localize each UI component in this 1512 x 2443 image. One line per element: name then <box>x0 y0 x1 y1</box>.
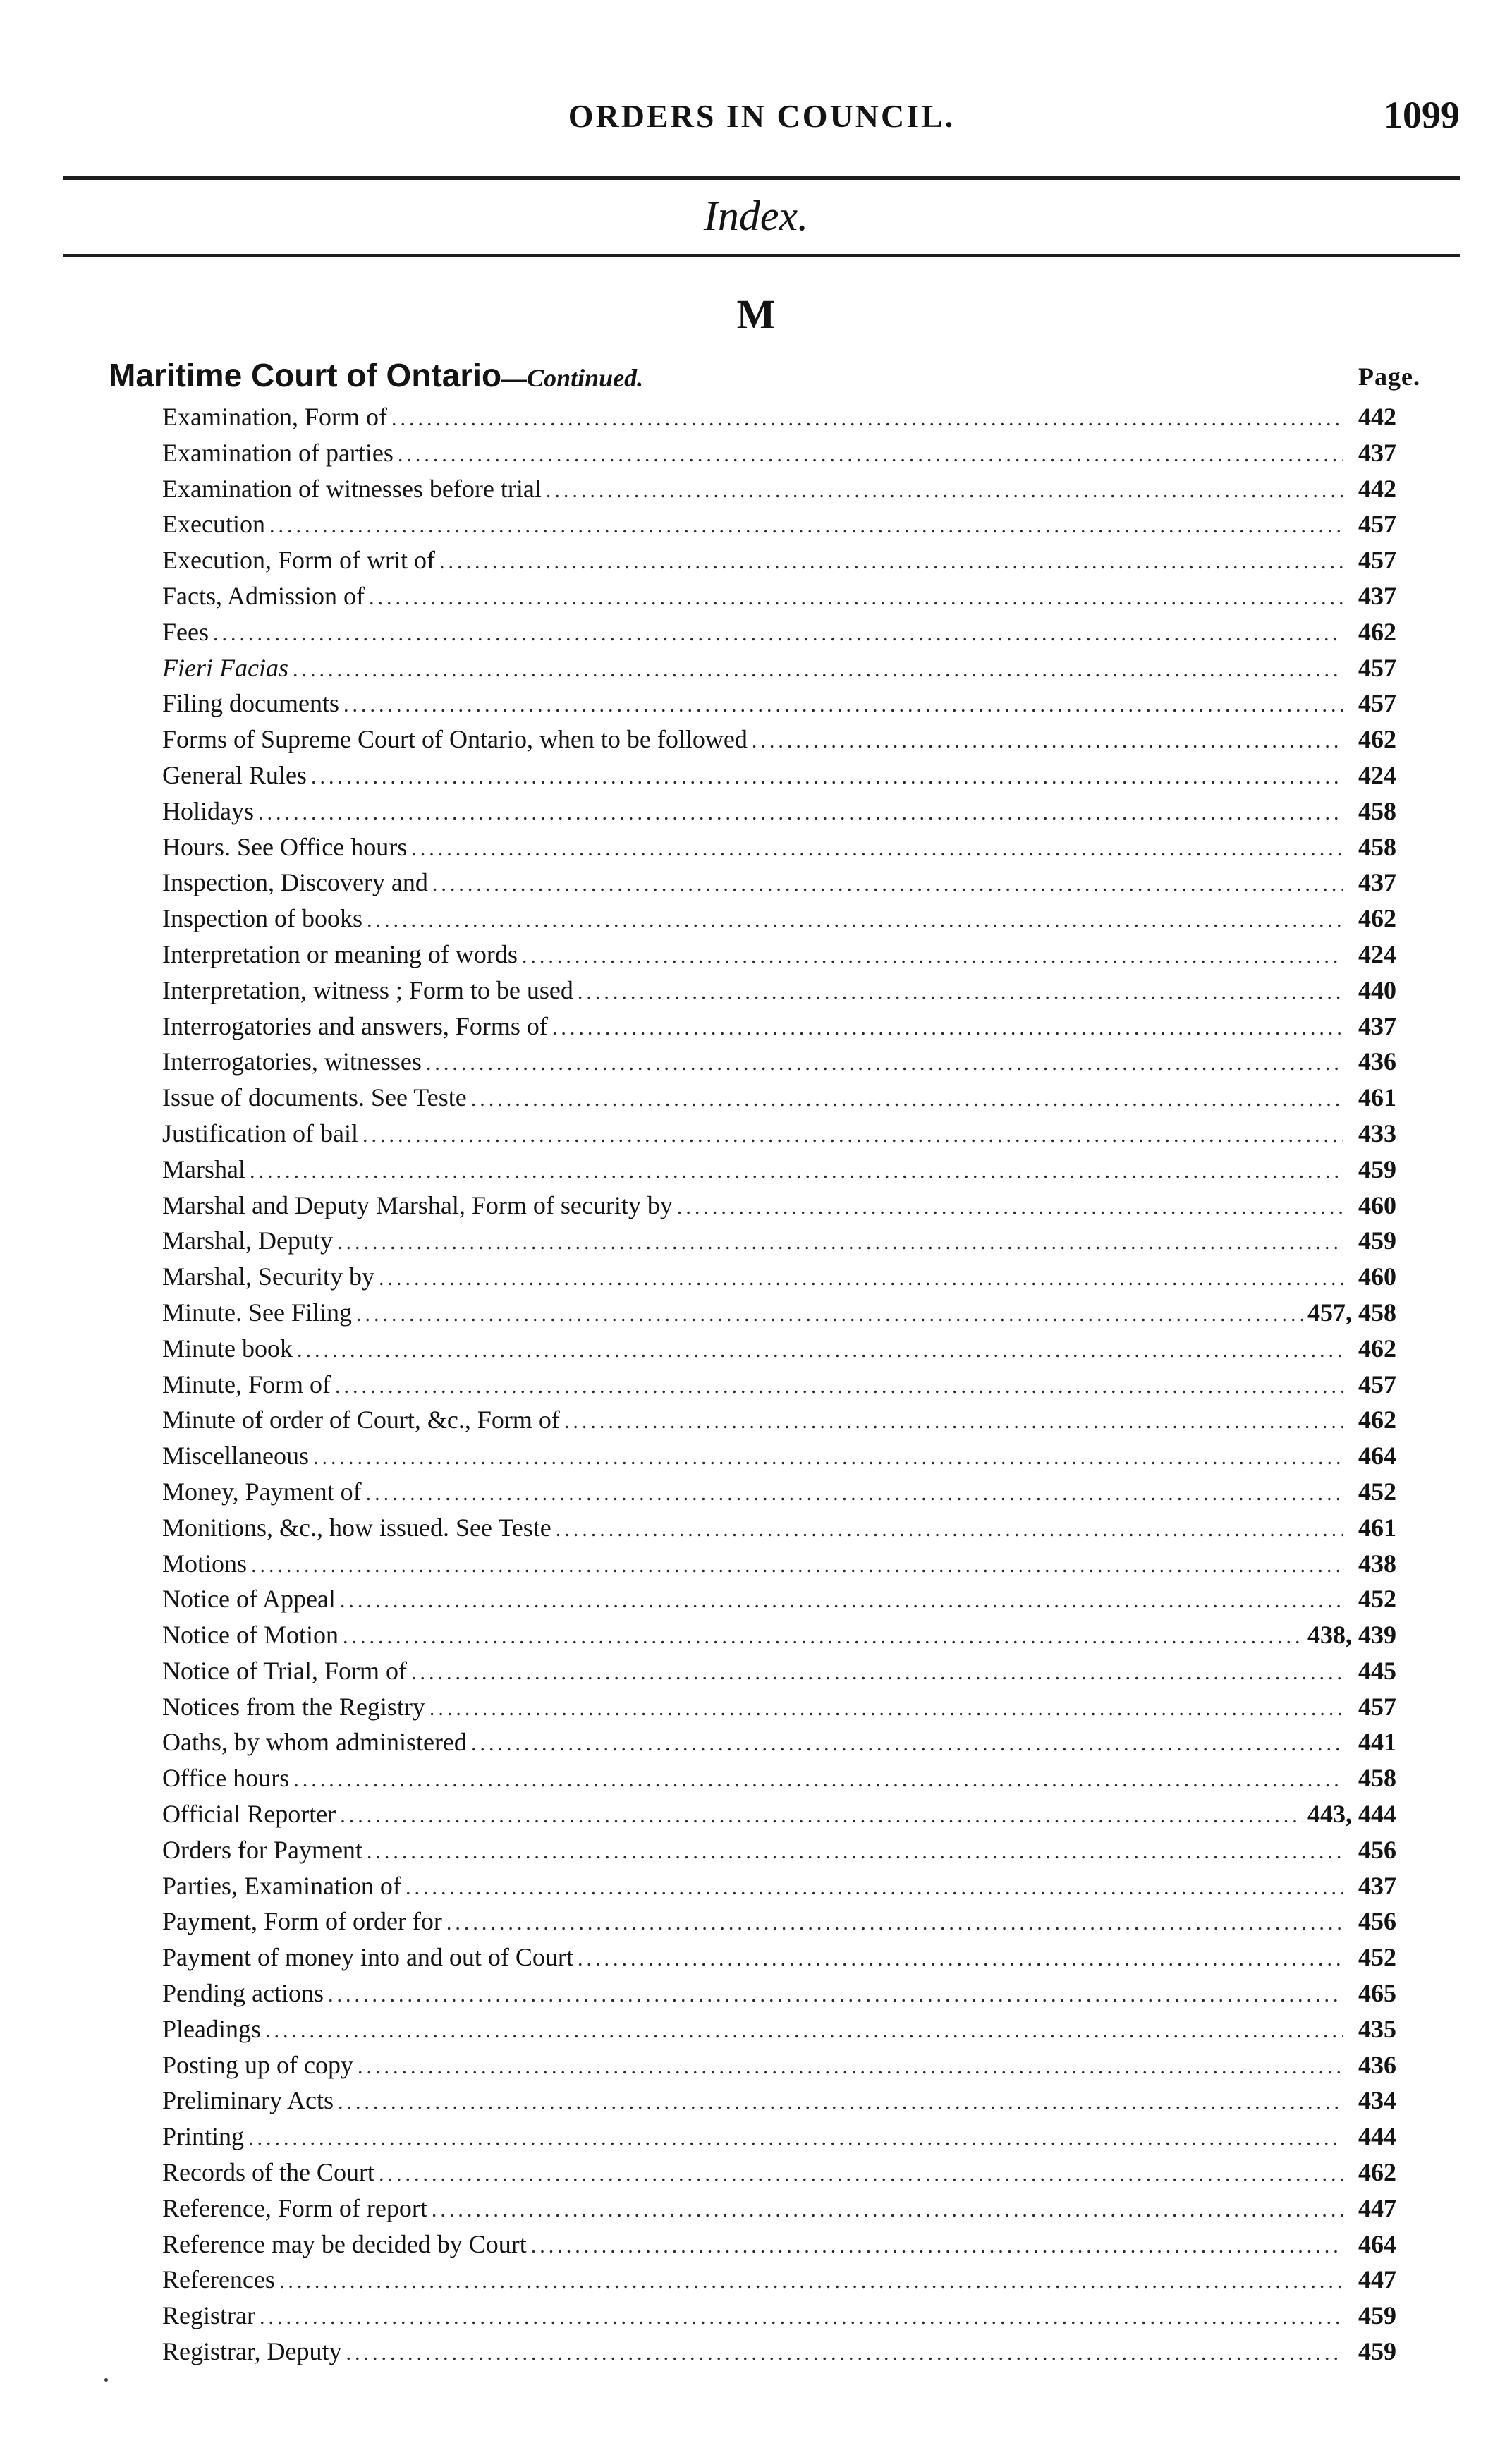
entry-text: Interrogatories, witnesses <box>162 1047 422 1076</box>
entry-page: 445 <box>1358 1656 1396 1685</box>
section-title: Maritime Court of Ontario <box>109 357 502 394</box>
entry-page: 458 <box>1358 796 1396 825</box>
entry-page: 462 <box>1358 904 1396 933</box>
entry-text: Minute book <box>162 1334 293 1363</box>
index-entry <box>162 1259 1396 1295</box>
entry-text: Records of the Court <box>162 2158 374 2187</box>
index-entry <box>162 2262 1396 2298</box>
index-entry <box>162 1438 1396 1474</box>
dot-leader <box>546 473 1343 509</box>
entry-text: Forms of Supreme Court of Ontario, when to be followed <box>162 725 748 754</box>
entry-text: Marshal, Deputy <box>162 1226 333 1255</box>
dot-leader <box>358 2049 1343 2085</box>
dot-leader <box>340 1798 1303 1834</box>
dot-leader <box>343 688 1343 724</box>
entry-page: 462 <box>1358 2158 1396 2187</box>
index-entry <box>162 542 1396 578</box>
entry-page: 452 <box>1358 1477 1396 1506</box>
dot-leader <box>293 1762 1343 1798</box>
entry-text: Payment of money into and out of Court <box>162 1943 573 1972</box>
index-entry <box>162 1510 1396 1546</box>
page-number: 1099 <box>1384 94 1460 136</box>
entry-text: Minute. See Filing <box>162 1298 352 1327</box>
entry-text: Office hours <box>162 1764 290 1793</box>
entry-page: 459 <box>1358 2301 1396 2330</box>
index-entry <box>162 1581 1396 1617</box>
running-head <box>63 90 1460 147</box>
index-entry <box>162 1474 1396 1510</box>
entry-text: Fieri Facias <box>162 653 288 682</box>
dot-leader <box>269 508 1343 544</box>
entry-text: Oaths, by whom administered <box>162 1728 467 1757</box>
index-entry <box>162 2011 1396 2047</box>
entry-text: Issue of documents. See Teste <box>162 1083 467 1112</box>
index-entry <box>162 1188 1396 1224</box>
entry-text: Execution, Form of writ of <box>162 546 435 575</box>
entry-text: Notice of Motion <box>162 1621 339 1650</box>
index-entry <box>162 973 1396 1009</box>
entry-text: Interpretation or meaning of words <box>162 939 518 968</box>
dot-leader <box>564 1404 1343 1440</box>
entry-text: Orders for Payment <box>162 1835 362 1864</box>
entry-page: 462 <box>1358 617 1396 646</box>
entry-text: Monitions, &c., how issued. See Teste <box>162 1513 551 1542</box>
index-entry <box>162 757 1396 793</box>
entry-text: Motions <box>162 1549 248 1578</box>
dot-leader <box>398 437 1343 473</box>
entry-page: 424 <box>1358 760 1396 789</box>
entry-text: Fees <box>162 617 209 646</box>
running-title: ORDERS IN COUNCIL. <box>568 98 956 134</box>
entry-page: 462 <box>1358 725 1396 754</box>
entry-text: Reference, Form of report <box>162 2193 427 2222</box>
index-entry <box>162 793 1396 829</box>
index-entry <box>162 1367 1396 1403</box>
entry-page: 462 <box>1358 1334 1396 1363</box>
entry-text: Notice of Appeal <box>162 1585 336 1614</box>
entry-page: 462 <box>1358 1406 1396 1434</box>
entry-page: 465 <box>1358 1979 1396 2008</box>
entry-page: 457, 458 <box>1307 1298 1396 1327</box>
dot-leader <box>346 2336 1343 2372</box>
entry-text: Filing documents <box>162 689 339 718</box>
entry-page: 437 <box>1358 1871 1396 1900</box>
entry-text: Minute, Form of <box>162 1370 331 1399</box>
index-entry <box>162 435 1396 471</box>
entry-page: 452 <box>1358 1943 1396 1972</box>
entry-text: Interpretation, witness ; Form to be used <box>162 975 573 1004</box>
index-entry <box>162 721 1396 757</box>
index-entry <box>162 1689 1396 1725</box>
entry-page: 447 <box>1358 2265 1396 2294</box>
entry-text: Registrar, Deputy <box>162 2337 342 2366</box>
index-entry <box>162 1653 1396 1689</box>
index-entry <box>162 2334 1396 2370</box>
index-entry <box>162 686 1396 721</box>
index-entry <box>162 829 1396 865</box>
index-entry <box>162 399 1396 435</box>
dot-leader <box>446 1906 1343 1942</box>
dot-leader <box>343 1619 1303 1655</box>
index-entry <box>162 578 1396 614</box>
entry-page: 457 <box>1358 1370 1396 1399</box>
dot-leader <box>552 1011 1343 1047</box>
entry-text: Execution <box>162 510 265 539</box>
entry-text: Marshal and Deputy Marshal, Form of security by <box>162 1190 673 1219</box>
dot-leader <box>426 1046 1343 1082</box>
dot-leader <box>337 1225 1343 1261</box>
entry-page: 438, 439 <box>1307 1621 1396 1650</box>
entry-text: Inspection of books <box>162 904 362 933</box>
entry-text: Notices from the Registry <box>162 1692 425 1721</box>
index-entry <box>162 865 1396 901</box>
dot-leader <box>471 1726 1343 1762</box>
entry-text: Money, Payment of <box>162 1477 362 1506</box>
dot-leader <box>677 1190 1343 1226</box>
header-rule-bottom <box>63 254 1460 257</box>
entry-page: 457 <box>1358 689 1396 718</box>
entry-text: Pending actions <box>162 1979 324 2008</box>
entry-page: 434 <box>1358 2086 1396 2115</box>
dot-leader <box>265 2014 1343 2049</box>
index-entry <box>162 937 1396 973</box>
dot-leader <box>328 1978 1343 2014</box>
entry-text: Notice of Trial, Form of <box>162 1656 407 1685</box>
index-entry <box>162 1223 1396 1259</box>
entry-page: 452 <box>1358 1585 1396 1614</box>
entry-page: 464 <box>1358 2229 1396 2258</box>
index-entries <box>162 399 1396 2370</box>
dot-leader <box>578 1942 1343 1978</box>
entry-page: 464 <box>1358 1442 1396 1470</box>
index-entry <box>162 2298 1396 2334</box>
index-entry <box>162 1617 1396 1653</box>
entry-page: 460 <box>1358 1262 1396 1291</box>
index-entry <box>162 2047 1396 2083</box>
dot-leader <box>411 1655 1343 1691</box>
index-entry <box>162 1009 1396 1044</box>
section-continued: —Continued. <box>501 364 644 392</box>
entry-page: 459 <box>1358 1155 1396 1183</box>
dot-leader <box>556 1512 1343 1548</box>
dot-leader <box>439 544 1343 580</box>
dot-leader <box>367 1834 1343 1870</box>
entry-page: 458 <box>1358 832 1396 861</box>
entry-page: 435 <box>1358 2014 1396 2043</box>
dot-leader <box>366 1476 1343 1512</box>
dot-leader <box>250 1154 1343 1190</box>
dot-leader <box>335 1369 1343 1405</box>
entry-page: 437 <box>1358 438 1396 467</box>
entry-text: Minute of order of Court, &c., Form of <box>162 1406 560 1434</box>
dot-leader <box>411 831 1343 867</box>
entry-text: Examination of witnesses before trial <box>162 474 542 503</box>
entry-text: Interrogatories and answers, Forms of <box>162 1011 548 1040</box>
dot-leader <box>379 1261 1343 1297</box>
entry-text: Justification of bail <box>162 1119 358 1147</box>
index-entry <box>162 1760 1396 1796</box>
dot-leader <box>406 1870 1343 1906</box>
entry-page: 444 <box>1358 2122 1396 2151</box>
entry-text: Inspection, Discovery and <box>162 868 428 897</box>
section-heading <box>109 356 1420 398</box>
dot-leader <box>531 2229 1343 2265</box>
index-entry <box>162 1903 1396 1939</box>
dot-leader <box>362 1118 1343 1154</box>
dot-leader <box>752 724 1343 760</box>
entry-page: 457 <box>1358 510 1396 539</box>
dot-leader <box>258 796 1343 831</box>
entry-page: 438 <box>1358 1549 1396 1578</box>
entry-page: 447 <box>1358 2193 1396 2222</box>
entry-text: Posting up of copy <box>162 2050 354 2079</box>
index-entry <box>162 1939 1396 1975</box>
entry-page: 458 <box>1358 1764 1396 1793</box>
entry-page: 456 <box>1358 1835 1396 1864</box>
dot-leader <box>369 580 1343 616</box>
dot-leader <box>578 975 1343 1011</box>
index-entry <box>162 1546 1396 1582</box>
stray-ink-mark <box>104 2378 108 2382</box>
dot-leader <box>338 2085 1343 2121</box>
dot-leader <box>522 939 1343 975</box>
entry-text: References <box>162 2265 275 2294</box>
entry-text: Miscellaneous <box>162 1442 309 1470</box>
index-entry <box>162 1402 1396 1438</box>
dot-leader <box>279 2264 1343 2300</box>
index-entry <box>162 1152 1396 1188</box>
entry-page: 457 <box>1358 653 1396 682</box>
dot-leader <box>251 1548 1343 1584</box>
dot-leader <box>313 1440 1343 1476</box>
entry-text: Holidays <box>162 796 254 825</box>
entry-text: Parties, Examination of <box>162 1871 401 1900</box>
entry-page: 461 <box>1358 1513 1396 1542</box>
entry-page: 437 <box>1358 868 1396 897</box>
entry-text: Marshal, Security by <box>162 1262 374 1291</box>
entry-text: Printing <box>162 2122 245 2151</box>
dot-leader <box>297 1333 1343 1369</box>
entry-text: Marshal <box>162 1155 245 1183</box>
dot-leader <box>213 616 1343 652</box>
index-entry <box>162 1080 1396 1116</box>
index-entry <box>162 1331 1396 1367</box>
index-entry <box>162 650 1396 686</box>
index-entry <box>162 1832 1396 1868</box>
index-entry <box>162 1116 1396 1152</box>
entry-page: 440 <box>1358 975 1396 1004</box>
entry-text: General Rules <box>162 760 307 789</box>
entry-page: 436 <box>1358 1047 1396 1076</box>
index-entry <box>162 1295 1396 1331</box>
entry-page: 456 <box>1358 1907 1396 1936</box>
entry-text: Registrar <box>162 2301 255 2330</box>
entry-page: 442 <box>1358 403 1396 431</box>
index-entry <box>162 2155 1396 2191</box>
index-entry <box>162 901 1396 937</box>
dot-leader <box>311 760 1343 796</box>
index-entry <box>162 2191 1396 2226</box>
page-column-heading: Page. <box>1358 363 1420 391</box>
entry-text: Facts, Admission of <box>162 581 365 610</box>
entry-page: 457 <box>1358 546 1396 575</box>
index-entry <box>162 506 1396 542</box>
index-entry <box>162 1868 1396 1904</box>
entry-text: Hours. See Office hours <box>162 832 408 861</box>
entry-text: Examination of parties <box>162 438 394 467</box>
index-entry <box>162 614 1396 650</box>
index-heading: Index. <box>703 193 809 239</box>
dot-leader <box>260 2300 1343 2336</box>
letter-heading: M <box>736 291 776 337</box>
entry-text: Reference may be decided by Court <box>162 2229 527 2258</box>
entry-page: 424 <box>1358 939 1396 968</box>
entry-text: Preliminary Acts <box>162 2086 334 2115</box>
entry-page: 459 <box>1358 2337 1396 2366</box>
entry-text: Examination, Form of <box>162 403 387 431</box>
dot-leader <box>248 2121 1343 2157</box>
entry-text: Pleadings <box>162 2014 261 2043</box>
entry-page: 443, 444 <box>1307 1800 1396 1829</box>
entry-text: Payment, Form of order for <box>162 1907 442 1936</box>
entry-page: 433 <box>1358 1119 1396 1147</box>
index-entry <box>162 471 1396 507</box>
entry-page: 460 <box>1358 1190 1396 1219</box>
index-entry <box>162 1044 1396 1080</box>
index-entry <box>162 2226 1396 2262</box>
dot-leader <box>379 2157 1343 2193</box>
index-entry <box>162 1724 1396 1760</box>
entry-text: Official Reporter <box>162 1800 336 1829</box>
index-entry <box>162 1796 1396 1832</box>
entry-page: 437 <box>1358 1011 1396 1040</box>
dot-leader <box>391 401 1343 437</box>
entry-page: 459 <box>1358 1226 1396 1255</box>
dot-leader <box>340 1583 1343 1619</box>
dot-leader <box>356 1297 1303 1333</box>
entry-page: 441 <box>1358 1728 1396 1757</box>
entry-page: 437 <box>1358 581 1396 610</box>
index-entry <box>162 2083 1396 2119</box>
dot-leader <box>471 1082 1343 1118</box>
entry-page: 457 <box>1358 1692 1396 1721</box>
dot-leader <box>293 652 1343 688</box>
dot-leader <box>367 903 1343 939</box>
index-entry <box>162 2119 1396 2155</box>
header-rule-top <box>63 176 1460 180</box>
entry-page: 461 <box>1358 1083 1396 1112</box>
index-entry <box>162 1975 1396 2011</box>
dot-leader <box>432 2193 1343 2229</box>
entry-page: 442 <box>1358 474 1396 503</box>
entry-page: 436 <box>1358 2050 1396 2079</box>
dot-leader <box>429 1691 1343 1727</box>
dot-leader <box>432 867 1343 903</box>
